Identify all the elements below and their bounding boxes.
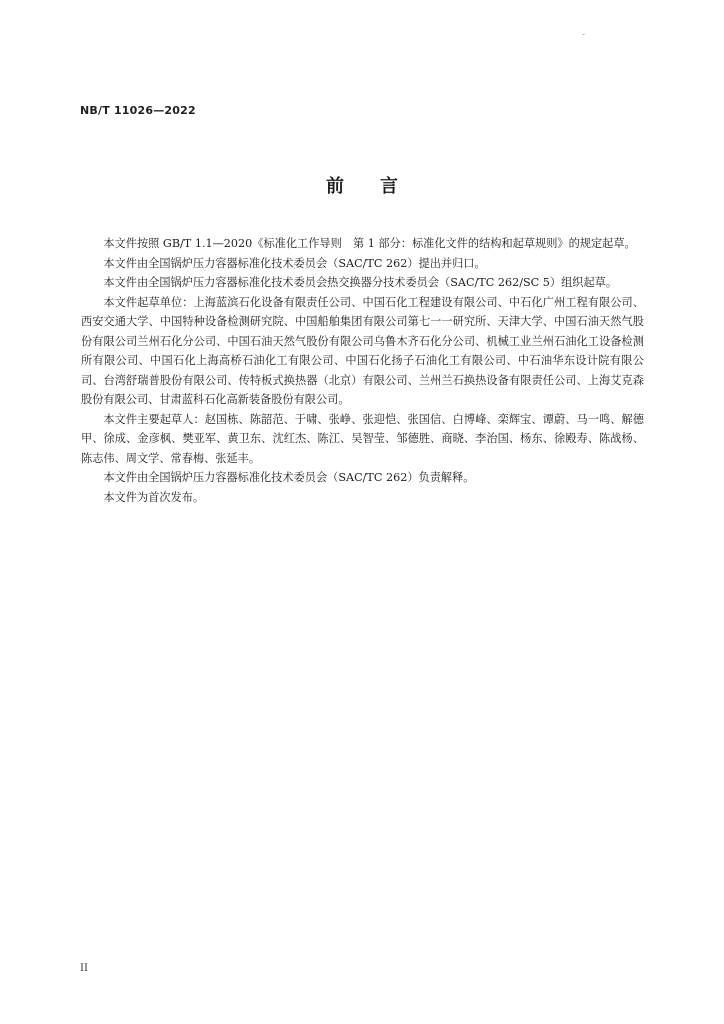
foreword-body [81,234,644,507]
paragraph-first-release: 本文件为首次发布。 [103,490,205,504]
scan-mark: - [582,30,586,40]
paragraph-drafting-rules: 本文件按照 GB/T 1.1—2020《标准化工作导则 第 1 部分：标准化文件的结构和起草规则》的规定起草。 [103,237,636,250]
paragraph-drafting-units: 本文件起草单位：上海蓝滨石化设备有限责任公司、中国石化工程建设有限公司、中石化广州工程有限公司、西安交通大学、中国特种设备检测研究院、中国船舶集团有限公司第七一一研究所、天津大学、中国石油天然气股份有限公司兰州石化分公司、中国石油天然气股份有限公司乌鲁木齐石化分公司、机械工业兰州石油化工设备检测所有限公司、中国石化上海高桥石油化工有限公司、中国石化扬子石油化工有限公司、中石油华东设计院有限公司、台湾舒瑞普股份有限公司、传特板式换热器（北京）有限公司、兰州兰石换热设备有限责任公司、上海艾克森股份有限公司、甘肃蓝科石化高新装备股份有限公司。 [81,295,644,406]
page-title: 前言 [326,176,434,197]
paragraph-interpretation: 本文件由全国锅炉压力容器标准化技术委员会（SAC/TC 262）负责解释。 [103,471,475,484]
paragraph-proposer: 本文件由全国锅炉压力容器标准化技术委员会（SAC/TC 262）提出并归口。 [103,256,486,270]
page-number: II [80,963,88,974]
paragraph-organizer: 本文件由全国锅炉压力容器标准化技术委员会热交换器分技术委员会（SAC/TC 262/SC 5）组织起草。 [103,276,618,289]
document-code: NB/T 11026—2022 [80,104,196,117]
paragraph-drafters: 本文件主要起草人：赵国栋、陈韶范、于啸、张峥、张迎恺、张国信、白博峰、栾辉宝、谭蔚、马一鸣、解德甲、徐成、金彦枫、樊亚军、黄卫东、沈红杰、陈江、吴智莹、邹德胜、商晓、李治国、杨东、徐殿寿、陈战杨、陈志伟、周文学、常春梅、张延丰。 [81,412,644,465]
